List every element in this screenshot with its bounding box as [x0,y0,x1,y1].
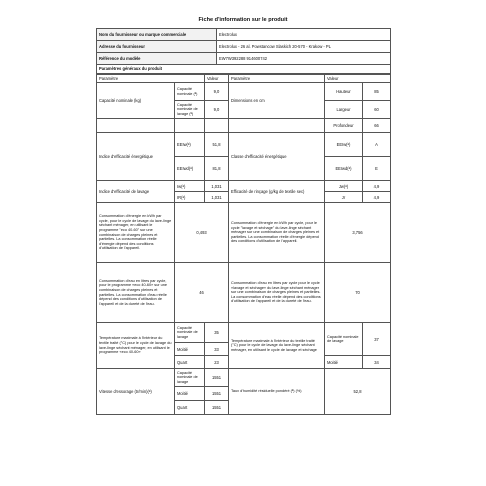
spin-half-label: Moitié [175,387,205,401]
temperature-wd-label: Température maximale à l'intérieur du textile traité (°C) pour le cycle de lavage du lave-linge séchant ménager, en utilisant le cycle de lavage et séchage [229,323,325,369]
water-consumption-value: 46 [175,263,229,323]
capacity-drying-label: Capacité nominale de lavage (ª) [175,101,205,119]
empty-cell [229,119,325,133]
energy-class-label: Classe d'efficacité énergétique [229,133,325,181]
spin-half-value: 1551 [205,387,229,401]
temp-nominal-label: Capacité nominale de lavage [175,323,205,343]
class-wd-label: EEIwd(ª) [325,157,363,181]
temp-half-label: Moitié [175,343,205,356]
moisture-label: Taux d'humidité résiduelle pondéré (ª) (%) [229,369,325,415]
width-label: Largeur [325,101,363,119]
iw-value: 1,031 [205,181,229,192]
product-sheet [96,17,390,415]
eei-wd-label: EEIwd(ª) [175,157,205,181]
energy-consumption-wd-label: Consommation d'énergie en kWh par cycle, pour le cycle "lavage et séchage" du lave-linge séchant ménager sur une combinaison de charges pleines et partielles. La consommation réelle d'énergie dépend des conditions d'utilisation de l'appareil. [229,203,325,263]
empty-cell [175,119,205,133]
class-w-label: EEIw(ª) [325,133,363,157]
depth-label: Profondeur [325,119,363,133]
spin-nominal-label: Capacité nominale de lavage [175,369,205,387]
eei-w-label: EEIw(ª) [175,133,205,157]
jw-label: Jw(ª) [325,181,363,192]
energy-consumption-label: Consommation d'énergie en kWh par cycle, pour le cycle de lavage du lave-linge séchant ménager, en utilisant le programme "eco 40-60" sur une combinaison de charges pleines et partielles. La consommation réelle d'énergie dépend des conditions d'utilisation de l'appareil. [97,203,175,263]
moisture-value: 52,8 [325,369,391,415]
jr-label: Jr [325,192,363,203]
temp-quarter-label: Quart [175,356,205,369]
col-header-param-2: Paramètre [229,75,325,83]
capacity-drying-value: 9,0 [205,101,229,119]
spin-quarter-value: 1551 [205,401,229,415]
temp-quarter-value: 23 [205,356,229,369]
temp-nominal-value: 35 [205,323,229,343]
spin-nominal-value: 1551 [205,369,229,387]
supplier-name-label: Nom du fournisseur ou marque commerciale [97,29,217,41]
empty-cell [97,119,175,133]
supplier-name-value: Electrolux [217,29,391,41]
jr-value: 4,9 [363,192,391,203]
class-w-value: A [363,133,391,157]
col-header-value: Valeur [205,75,229,83]
model-value: EW7W392288 914600742 [217,53,391,65]
temp-wd-nominal-label: Capacité nominale de lavage [325,323,363,356]
water-consumption-wd-value: 70 [325,263,391,323]
temp-wd-nominal-value: 37 [363,323,391,356]
energy-consumption-value: 0,493 [175,203,229,263]
energy-consumption-wd-value: 3,756 [325,203,391,263]
height-label: Hauteur [325,83,363,101]
depth-value: 66 [363,119,391,133]
eei-wd-value: 81,8 [205,157,229,181]
ir-label: IR(ª) [175,192,205,203]
water-consumption-wd-label: Consommation d'eau en litres par cycle pour le cycle «lavage et séchage» du lave-linge séchant ménager sur une combinaison de charges pleines et partielles. La consommation d'eau réelle dépend des conditions d'utilisation de l'appareil et de la dureté de l'eau. [229,263,325,323]
ir-value: 1,031 [205,192,229,203]
section-title: Paramètres généraux du produit [97,65,391,74]
capacity-washing-label: Capacité nominale (ª) [175,83,205,101]
washing-eff-label: Indice d'efficacité de lavage [97,181,175,203]
empty-cell [205,119,229,133]
supplier-address-label: Adresse du fournisseur [97,41,217,53]
spin-label: Vitesse d'essorage (tr/min)(ª) [97,369,175,415]
width-value: 60 [363,101,391,119]
temp-wd-half-value: 34 [363,356,391,369]
class-wd-value: E [363,157,391,181]
iw-label: Iw(ª) [175,181,205,192]
model-label: Référence du modèle [97,53,217,65]
supplier-address-value: Electrolux - 26 al. Powstancow Slaskich 20-570 - Krakow - PL [217,41,391,53]
capacity-washing-value: 9,0 [205,83,229,101]
capacity-label: Capacité nominale (kg) [97,83,175,119]
energy-index-label: Indice d'efficacité énergétique [97,133,175,181]
temperature-label: Température maximale à l'intérieur du textile traité (°C) pour le cycle de lavage du lave-linge séchant ménager, en utilisant le programme «eco 40-60» [97,323,175,369]
temp-wd-half-label: Moitié [325,356,363,369]
temp-half-value: 33 [205,343,229,356]
col-header-value-2: Valeur [325,75,391,83]
parameters-table [96,74,391,415]
dimensions-label: Dimensions en cm [229,83,325,119]
supplier-table [96,28,391,74]
height-value: 85 [363,83,391,101]
page-title: Fiche d'information sur le produit [198,17,288,23]
rinse-label: Efficacité de rinçage (g/kg de textile sec) [229,181,325,203]
water-consumption-label: Consommation d'eau en litres par cycle, pour le programme «eco 40-60» sur une combinaison de charges pleines et partielles. La consommation d'eau réelle dépend des conditions d'utilisation de l'appareil et de la dureté de l'eau. [97,263,175,323]
col-header-param: Paramètre [97,75,205,83]
spin-quarter-label: Quart [175,401,205,415]
eei-w-value: 51,8 [205,133,229,157]
jw-value: 4,9 [363,181,391,192]
